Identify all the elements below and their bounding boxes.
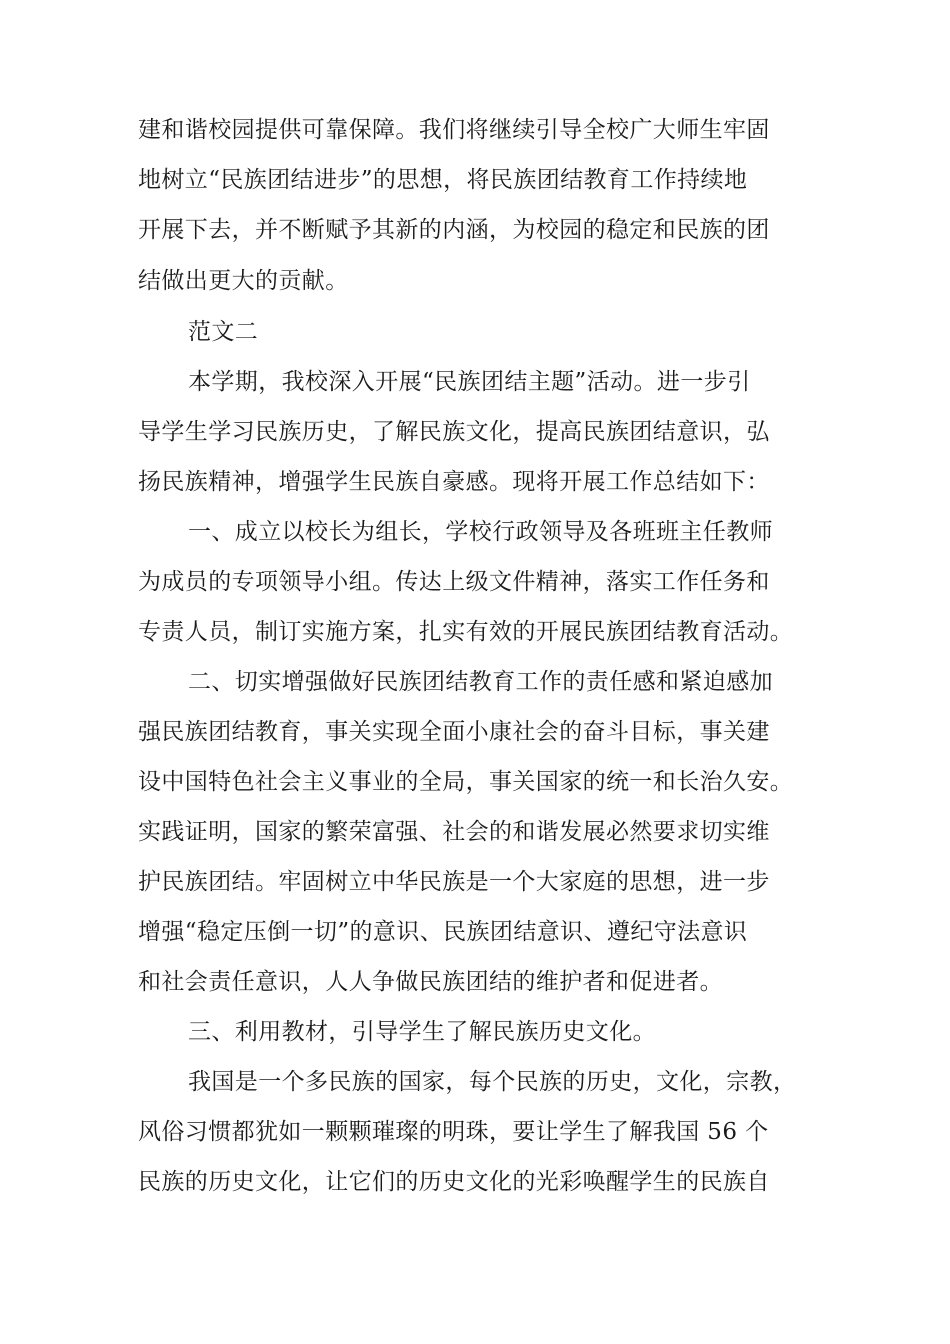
text-line-18: 和社会责任意识，人人争做民族团结的维护者和促进者。 bbox=[138, 969, 723, 995]
text-line-16: 护民族团结。牢固树立中华民族是一个大家庭的思想，进一步 bbox=[138, 869, 770, 895]
text-line-9: 一、成立以校长为组长，学校行政领导及各班班主任教师 bbox=[188, 519, 773, 545]
text-line-11: 专责人员，制订实施方案，扎实有效的开展民族团结教育活动。 bbox=[138, 619, 794, 645]
text-line-12: 二、切实增强做好民族团结教育工作的责任感和紧迫感加 bbox=[188, 669, 773, 695]
text-line-10: 为成员的专项领导小组。传达上级文件精神，落实工作任务和 bbox=[138, 569, 770, 595]
text-line-20: 我国是一个多民族的国家，每个民族的历史，文化，宗教， bbox=[188, 1069, 797, 1095]
text-line-8: 扬民族精神，增强学生民族自豪感。现将开展工作总结如下： bbox=[138, 469, 770, 495]
text-line-21: 风俗习惯都犹如一颗颗璀璨的明珠，要让学生了解我国 56 个 bbox=[138, 1119, 769, 1145]
text-line-17: 增强“稳定压倒一切”的意识、民族团结意识、遵纪守法意识 bbox=[138, 919, 748, 945]
text-line-2: 地树立“民族团结进步”的思想，将民族团结教育工作持续地 bbox=[138, 167, 748, 193]
text-line-6: 本学期，我校深入开展“民族团结主题”活动。进一步引 bbox=[188, 369, 751, 395]
text-line-3: 开展下去，并不断赋予其新的内涵，为校园的稳定和民族的团 bbox=[138, 217, 770, 243]
text-line-15: 实践证明，国家的繁荣富强、社会的和谐发展必然要求切实维 bbox=[138, 819, 770, 845]
text-line-14: 设中国特色社会主义事业的全局，事关国家的统一和长治久安。 bbox=[138, 769, 794, 795]
text-line-22: 民族的历史文化，让它们的历史文化的光彩唤醒学生的民族自 bbox=[138, 1169, 770, 1195]
text-line-7: 导学生学习民族历史，了解民族文化，提高民族团结意识，弘 bbox=[138, 419, 770, 445]
text-line-19: 三、利用教材，引导学生了解民族历史文化。 bbox=[188, 1019, 656, 1045]
text-line-13: 强民族团结教育，事关实现全面小康社会的奋斗目标，事关建 bbox=[138, 719, 770, 745]
text-line-4: 结做出更大的贡献。 bbox=[138, 268, 349, 294]
text-line-1: 建和谐校园提供可靠保障。我们将继续引导全校广大师生牢固 bbox=[138, 117, 770, 143]
section-heading: 范文二 bbox=[188, 319, 259, 345]
